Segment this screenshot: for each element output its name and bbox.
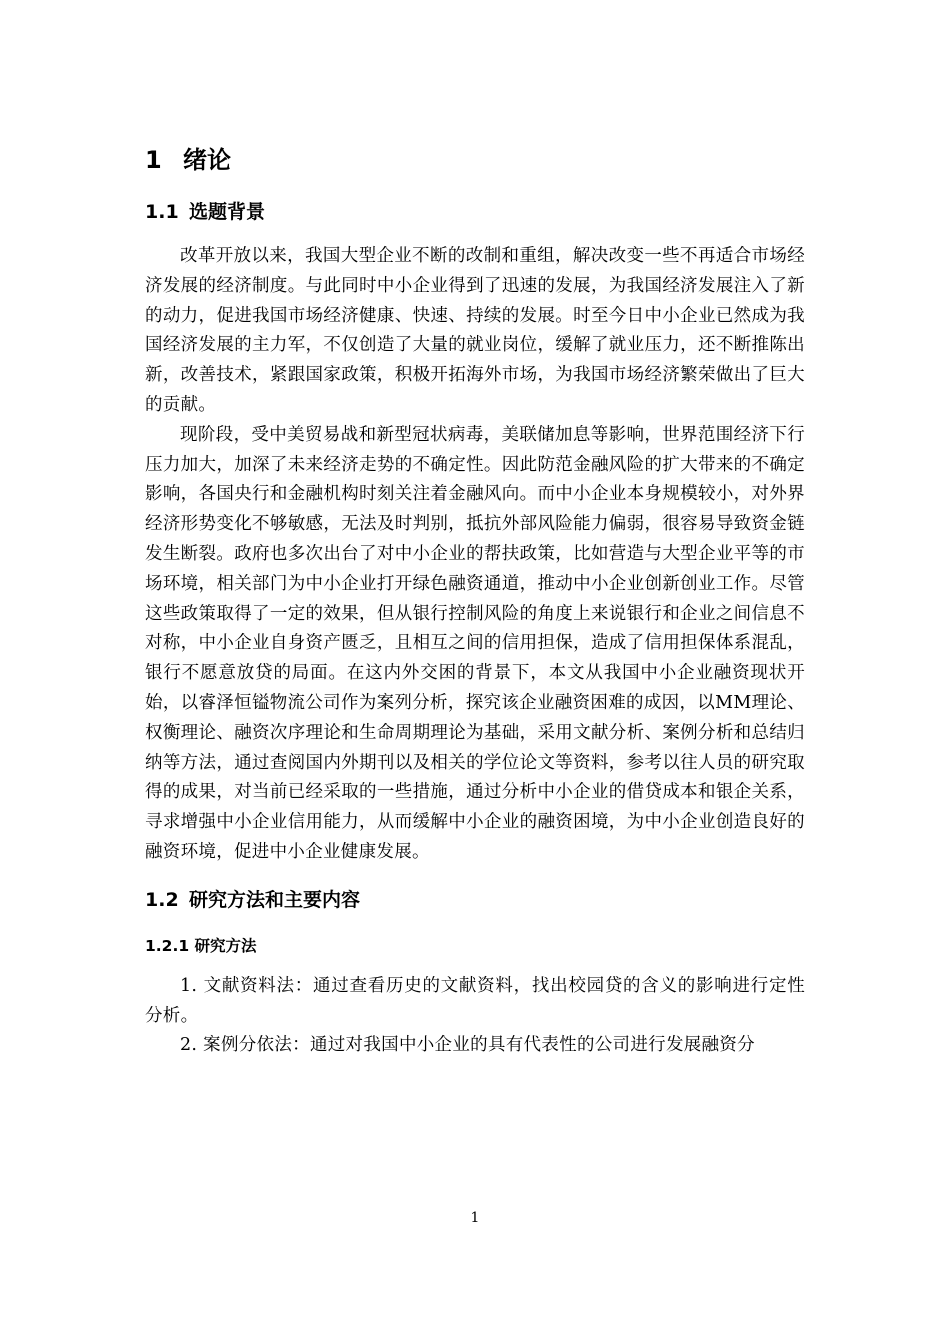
page-number: 1 (470, 1210, 480, 1226)
page-content (145, 140, 805, 1061)
chapter-heading (145, 140, 805, 180)
subsection-heading-1-2-1: 1.2.1 研究方法 (145, 936, 257, 955)
chapter-title: 绪论 (183, 146, 231, 174)
section-number: 1.1 (145, 201, 179, 223)
body-paragraph: 1. 文献资料法：通过查看历史的文献资料，找出校园贷的含义的影响进行定性分析。 (145, 975, 805, 1026)
section-number: 1.2 (145, 888, 179, 911)
section-title: 研究方法和主要内容 (189, 888, 361, 911)
section-heading-1-2 (145, 882, 805, 918)
body-paragraph: 2. 案例分依法：通过对我国中小企业的具有代表性的公司进行发展融资分 (180, 1035, 755, 1056)
chapter-number: 1 (145, 146, 162, 174)
section-heading-1-1 (145, 194, 805, 230)
body-paragraph: 现阶段，受中美贸易战和新型冠状病毒，美联储加息等影响，世界范围经济下行压力加大，加深了未来经济走势的不确定性。因此防范金融风险的扩大带来的不确定影响，各国央行和金融机构时刻关注着金融风向。而中小企业本身规模较小，对外界经济形势变化不够敏感，无法及时判别，抵抗外部风险能力偏弱，很容易导致资金链发生断裂。政府也多次出台了对中小企业的帮扶政策，比如营造与大型企业平等的市场环境，相关部门为中小企业打开绿色融资通道，推动中小企业创新创业工作。尽管这些政策取得了一定的效果，但从银行控制风险的角度上来说银行和企业之间信息不对称，中小企业自身资产匮乏，且相互之间的信用担保，造成了信用担保体系混乱，银行不愿意放贷的局面。在这内外交困的背景下，本文从我国中小企业融资现状开始，以睿泽恒镒物流公司作为案列分析，探究该企业融资困难的成因，以MM理论、权衡理论、融资次序理论和生命周期理论为基础，采用文献分析、案例分析和总结归纳等方法，通过查阅国内外期刊以及相关的学位论文等资料，参考以往人员的研究取得的成果，对当前已经采取的一些措施，通过分析中小企业的借贷成本和银企关系，寻求增强中小企业信用能力，从而缓解中小企业的融资困境，为中小企业创造良好的融资环境，促进中小企业健康发展。 (145, 424, 805, 862)
section-title: 选题背景 (189, 201, 266, 223)
body-paragraph: 改革开放以来，我国大型企业不断的改制和重组，解决改变一些不再适合市场经济发展的经济制度。与此同时中小企业得到了迅速的发展，为我国经济发展注入了新的动力，促进我国市场经济健康、快速、持续的发展。时至今日中小企业已然成为我国经济发展的主力军，不仅创造了大量的就业岗位，缓解了就业压力，还不断推陈出新，改善技术，紧跟国家政策，积极开拓海外市场，为我国市场经济繁荣做出了巨大的贡献。 (145, 246, 805, 415)
